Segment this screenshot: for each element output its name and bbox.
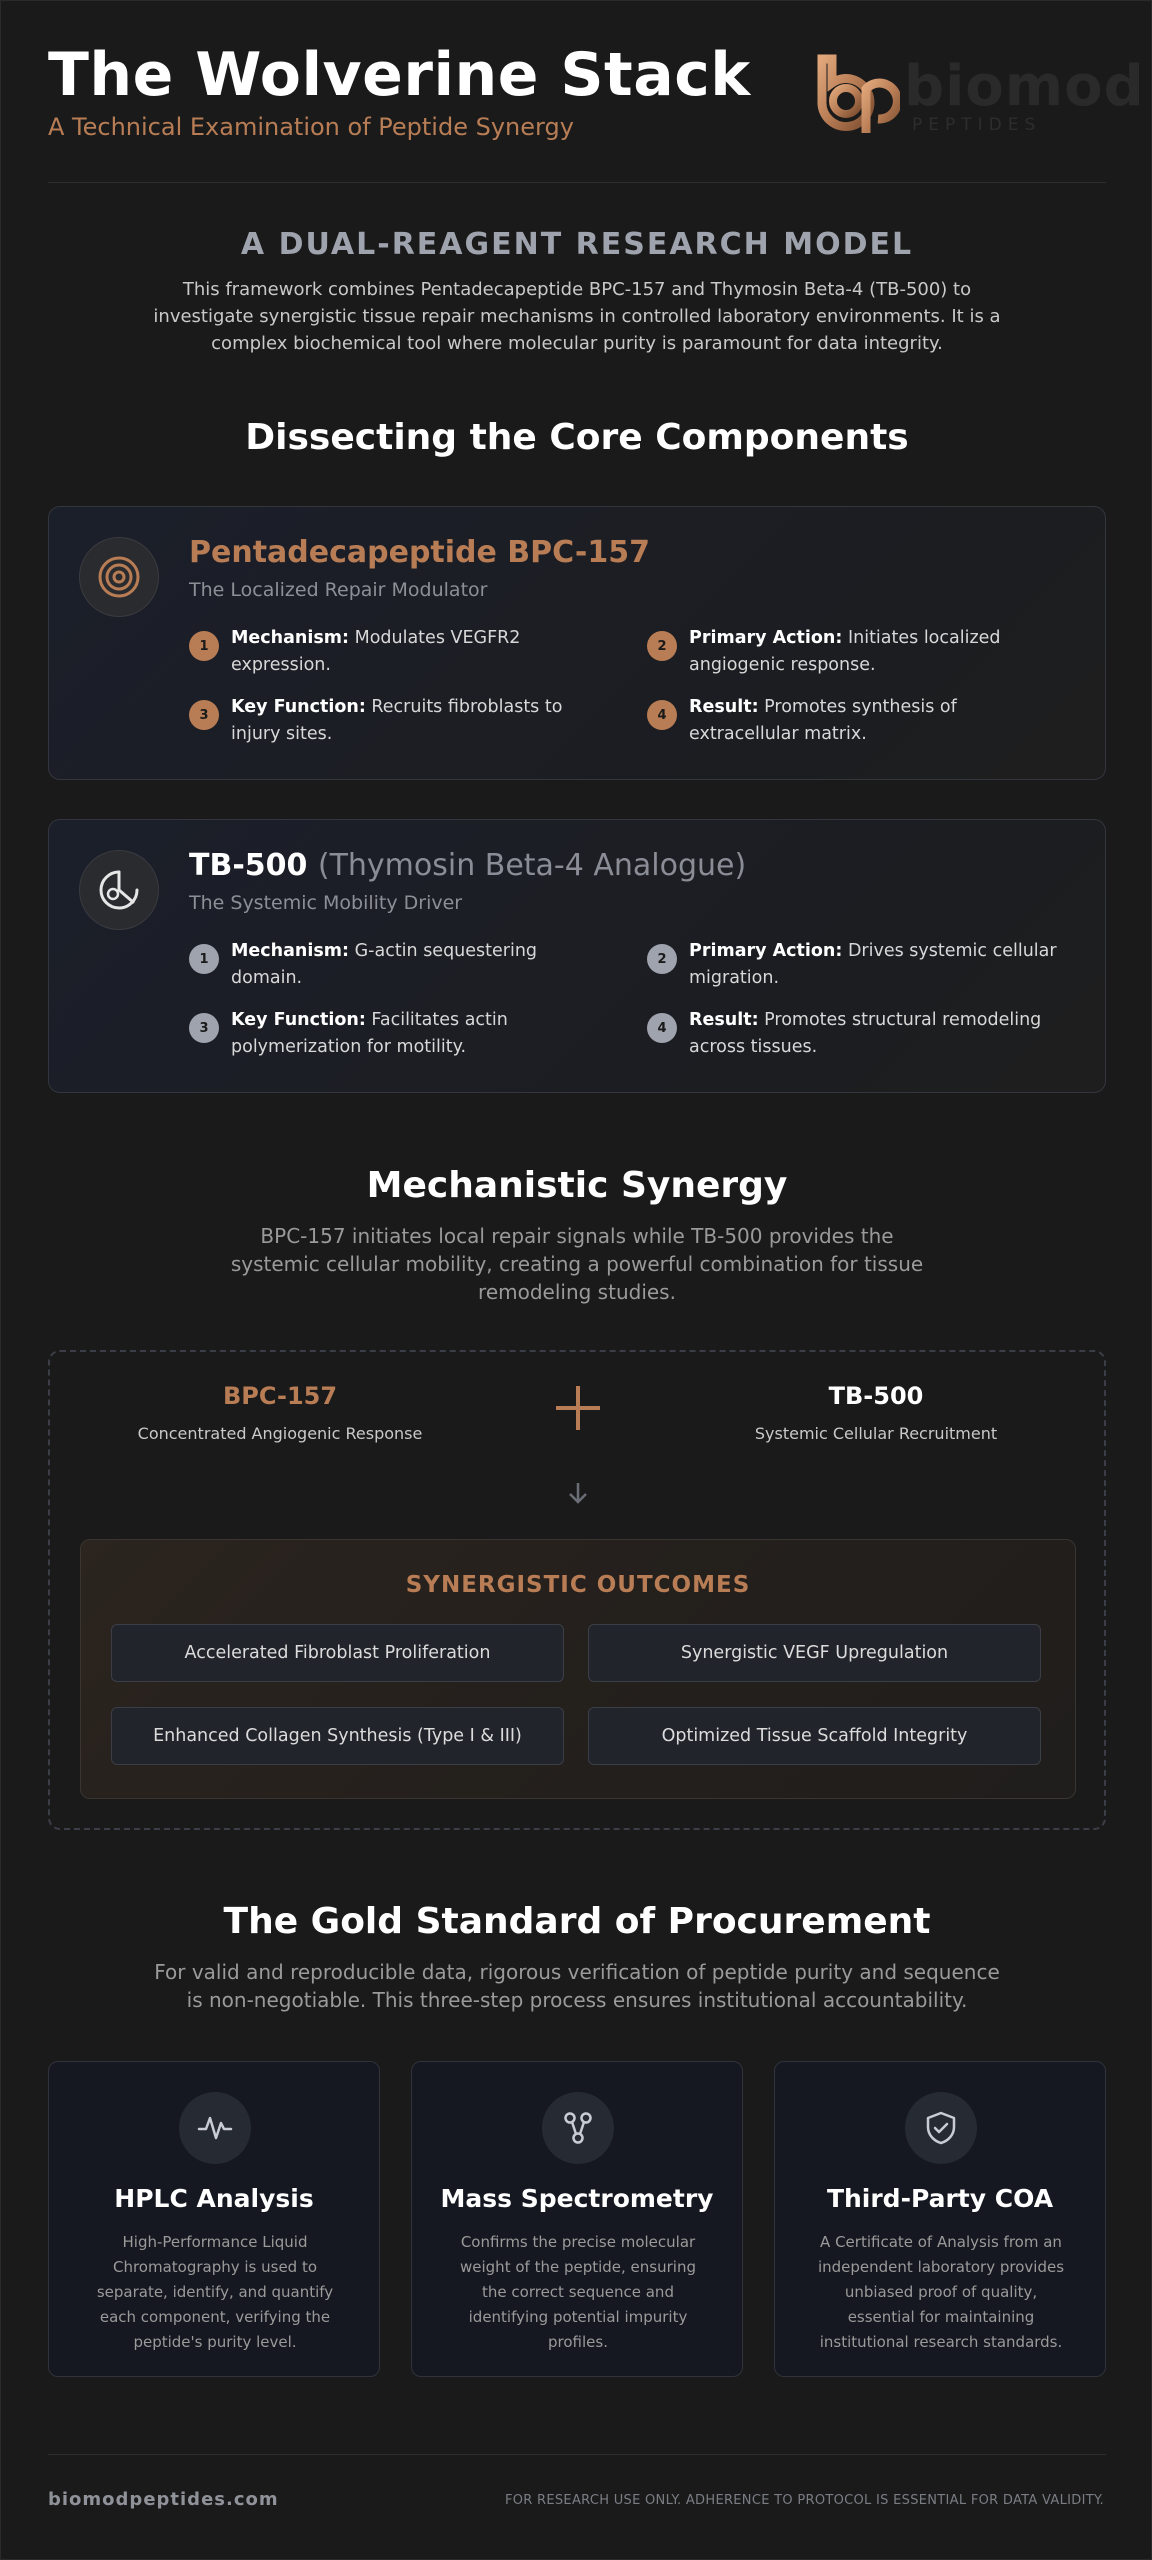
synergy-diagram	[48, 1350, 1106, 1830]
header	[48, 39, 1145, 151]
outcome-pill: Enhanced Collagen Synthesis (Type I & III)	[111, 1707, 564, 1765]
logo-subtext: PEPTIDES	[912, 115, 1042, 135]
step-number-badge: 2	[647, 944, 677, 974]
synergy-left-desc: Concentrated Angiogenic Response	[137, 1424, 423, 1443]
footer-site-link[interactable]: biomodpeptides.com	[48, 2489, 279, 2510]
header-divider	[48, 182, 1106, 183]
property-item	[189, 625, 609, 679]
outcomes-title: SYNERGISTIC OUTCOMES	[405, 1572, 751, 1598]
footer-disclaimer: FOR RESEARCH USE ONLY. ADHERENCE TO PROTOCOL IS ESSENTIAL FOR DATA VALIDITY.	[504, 2493, 1104, 2508]
step-number-badge: 3	[189, 1013, 219, 1043]
target-icon	[79, 537, 159, 617]
procurement-card-title: HPLC Analysis	[114, 2184, 314, 2213]
property-item	[647, 625, 1067, 679]
synergy-bpc157	[100, 1382, 460, 1443]
step-number-badge: 1	[189, 631, 219, 661]
outcome-pill: Accelerated Fibroblast Proliferation	[111, 1624, 564, 1682]
intro-body: This framework combines Pentadecapeptide BPC-157 and Thymosin Beta-4 (TB-500) to investigate synergistic tissue repair mechanisms in controlled laboratory environments. It is a complex biochemical tool where molecular purity is paramount for data integrity.	[153, 279, 1001, 354]
procurement-card-title: Mass Spectrometry	[440, 2184, 714, 2213]
intro-section	[48, 227, 1106, 357]
procurement-card-hplc	[48, 2061, 380, 2377]
step-number-badge: 1	[189, 944, 219, 974]
property-item	[189, 938, 609, 992]
bpc157-card	[48, 506, 1106, 780]
synergy-body: BPC-157 initiates local repair signals while TB-500 provides the systemic cellular mobility, creating a powerful combination for tissue remodeling studies.	[230, 1224, 924, 1304]
property-label: Primary Action:	[689, 941, 843, 961]
synergy-left-name: BPC-157	[222, 1382, 338, 1410]
step-number-badge: 2	[647, 631, 677, 661]
shield-check-icon	[905, 2092, 977, 2164]
property-label: Mechanism:	[231, 941, 350, 961]
logo-wordmark: biomod	[904, 54, 1145, 119]
procurement-card-coa	[774, 2061, 1106, 2377]
tb500-role: The Systemic Mobility Driver	[189, 892, 463, 914]
procurement-section-header	[48, 1901, 1106, 2014]
brand-logo[interactable]	[816, 53, 1145, 137]
property-label: Mechanism:	[231, 628, 350, 648]
arrow-down-icon	[565, 1480, 591, 1506]
synergy-right-name: TB-500	[828, 1382, 924, 1410]
procurement-body: For valid and reproducible data, rigorous verification of peptide purity and sequence is non-negotiable. This three-step process ensures institutional accountability.	[154, 1960, 1000, 2012]
components-heading: Dissecting the Core Components	[245, 417, 909, 458]
procurement-card-desc: Confirms the precise molecular weight of the peptide, ensuring the correct sequence and identifying potential impurity profiles.	[460, 2233, 696, 2351]
tb500-name-paren: (Thymosin Beta-4 Analogue)	[317, 848, 747, 883]
property-item	[647, 1007, 1067, 1061]
property-text: Drives systemic cellular migration.	[689, 941, 1057, 988]
synergy-section-header	[48, 1165, 1106, 1306]
procurement-card-mass-spec	[411, 2061, 743, 2377]
mobility-icon	[79, 850, 159, 930]
page-title: The Wolverine Stack	[48, 40, 751, 110]
bp-logo-icon	[816, 53, 900, 137]
molecule-icon	[542, 2092, 614, 2164]
property-text: Modulates VEGFR2 expression.	[231, 628, 521, 675]
property-label: Key Function:	[231, 1010, 366, 1030]
procurement-heading: The Gold Standard of Procurement	[223, 1901, 931, 1942]
property-text: Recruits fibroblasts to injury sites.	[231, 697, 563, 744]
step-number-badge: 3	[189, 700, 219, 730]
pulse-icon	[179, 2092, 251, 2164]
page-subtitle: A Technical Examination of Peptide Synergy	[48, 113, 574, 141]
synergy-tb500	[696, 1382, 1056, 1443]
property-label: Key Function:	[231, 697, 366, 717]
property-item	[647, 938, 1067, 992]
procurement-card-desc: High-Performance Liquid Chromatography is used to separate, identify, and quantify each component, verifying the peptide's purity level.	[96, 2233, 334, 2351]
property-item	[647, 694, 1067, 748]
procurement-card-title: Third-Party COA	[826, 2184, 1054, 2213]
property-label: Result:	[689, 1010, 759, 1030]
property-text: G-actin sequestering domain.	[231, 941, 538, 988]
property-text: Promotes synthesis of extracellular matrix.	[689, 697, 957, 744]
property-label: Result:	[689, 697, 759, 717]
tb500-name	[189, 848, 746, 883]
intro-kicker: A DUAL-REAGENT RESEARCH MODEL	[240, 227, 914, 262]
property-item	[189, 1007, 609, 1061]
bpc157-name: Pentadecapeptide BPC-157	[189, 535, 650, 570]
property-label: Primary Action:	[689, 628, 843, 648]
footer-divider	[48, 2454, 1106, 2455]
tb500-card	[48, 819, 1106, 1093]
synergy-heading: Mechanistic Synergy	[366, 1165, 788, 1206]
tb500-name-main: TB-500	[189, 848, 308, 883]
plus-icon	[554, 1384, 602, 1432]
property-text: Promotes structural remodeling across tissues.	[689, 1010, 1042, 1057]
synergy-right-desc: Systemic Cellular Recruitment	[754, 1424, 998, 1443]
outcome-pill: Optimized Tissue Scaffold Integrity	[588, 1707, 1041, 1765]
outcome-pill: Synergistic VEGF Upregulation	[588, 1624, 1041, 1682]
procurement-card-desc: A Certificate of Analysis from an independent laboratory provides unbiased proof of quality, essential for maintaining institutional research standards.	[817, 2233, 1065, 2351]
step-number-badge: 4	[647, 700, 677, 730]
synergistic-outcomes-panel	[80, 1539, 1076, 1799]
property-text: Initiates localized angiogenic response.	[689, 628, 1001, 675]
bpc157-role: The Localized Repair Modulator	[189, 579, 488, 601]
step-number-badge: 4	[647, 1013, 677, 1043]
property-item	[189, 694, 609, 748]
components-section-header	[48, 417, 1106, 458]
property-text: Facilitates actin polymerization for motility.	[231, 1010, 508, 1057]
